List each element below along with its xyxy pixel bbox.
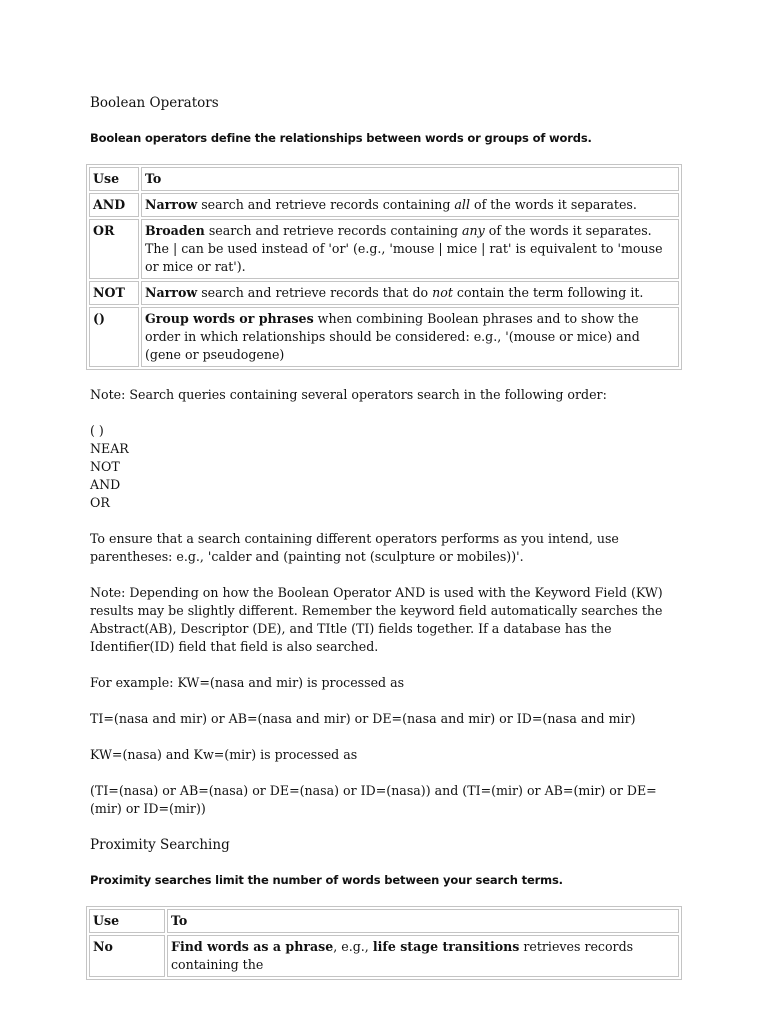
header-use: Use — [89, 167, 139, 191]
keyword-field-note: Note: Depending on how the Boolean Operator AND is used with the Keyword Field (KW) results may be slightly different. Remember the keyword field automatically searches the Abstract(AB), Descriptor (DE), and TItle (TI) fields together. If a database has the Identifier(ID) field that field is also searched. — [90, 585, 663, 654]
operator-no: No — [89, 935, 165, 977]
header-to: To — [141, 167, 679, 191]
order-note: Note: Search queries containing several operators search in the following order: — [90, 387, 607, 402]
boolean-operators-heading: Boolean Operators — [90, 95, 219, 111]
table-row — [89, 193, 679, 217]
proximity-intro: Proximity searches limit the number of words between your search terms. — [90, 873, 563, 887]
example-1: For example: KW=(nasa and mir) is processed as — [90, 675, 405, 690]
operator-description: Narrow search and retrieve records that do not contain the term following it. — [141, 281, 679, 305]
operator-description: Narrow search and retrieve records containing all of the words it separates. — [141, 193, 679, 217]
list-item: OR — [90, 495, 110, 510]
list-item: AND — [90, 477, 121, 492]
table-header-row — [89, 167, 679, 191]
table-row — [89, 219, 679, 279]
boolean-operators-table — [86, 164, 682, 370]
operator-not: NOT — [89, 281, 139, 305]
table-row — [89, 935, 679, 977]
parentheses-paragraph: To ensure that a search containing different operators performs as you intend, use parentheses: e.g., 'calder and (painting not (sculpture or mobiles))'. — [90, 531, 619, 564]
proximity-table — [86, 906, 682, 980]
table-row — [89, 307, 679, 367]
operator-or: OR — [89, 219, 139, 279]
header-use: Use — [89, 909, 165, 933]
table-row — [89, 281, 679, 305]
operator-description: Broaden search and retrieve records containing any of the words it separates. The | can be used instead of 'or' (e.g., 'mouse | mice | rat' is equivalent to 'mouse or mice or rat'). — [141, 219, 679, 279]
operator-description: Find words as a phrase, e.g., life stage transitions retrieves records containing the — [167, 935, 679, 977]
header-to: To — [167, 909, 679, 933]
boolean-intro: Boolean operators define the relationships between words or groups of words. — [90, 131, 592, 145]
operator-order-list — [90, 422, 682, 512]
operator-description: Group words or phrases when combining Boolean phrases and to show the order in which relationships should be considered: e.g., '(mouse or mice) and (gene or pseudogene) — [141, 307, 679, 367]
operator-and: AND — [89, 193, 139, 217]
document-page — [90, 88, 682, 980]
proximity-heading: Proximity Searching — [90, 837, 230, 853]
list-item: NOT — [90, 459, 120, 474]
table-header-row — [89, 909, 679, 933]
example-2: KW=(nasa) and Kw=(mir) is processed as — [90, 747, 358, 762]
operator-group: () — [89, 307, 139, 367]
example-1-result: TI=(nasa and mir) or AB=(nasa and mir) or DE=(nasa and mir) or ID=(nasa and mir) — [90, 711, 636, 726]
example-2-result: (TI=(nasa) or AB=(nasa) or DE=(nasa) or ID=(nasa)) and (TI=(mir) or AB=(mir) or DE=(mir) or ID=(mir)) — [90, 783, 657, 816]
list-item: ( ) — [90, 423, 104, 438]
list-item: NEAR — [90, 441, 129, 456]
